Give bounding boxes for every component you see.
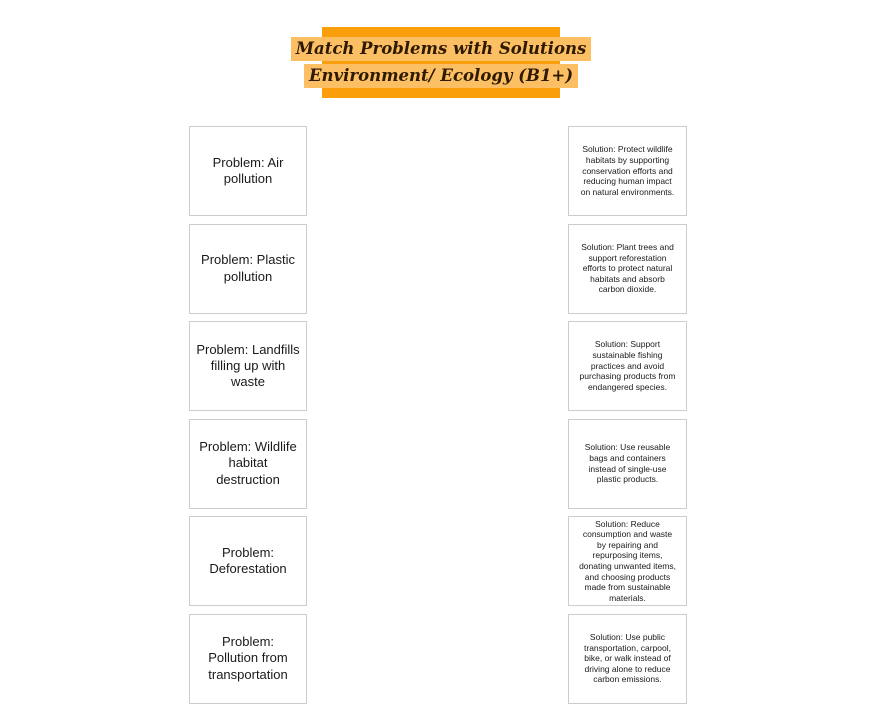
solution-card[interactable] [568,516,687,606]
problem-card[interactable] [189,614,307,704]
solution-card[interactable] [568,321,687,411]
problem-card-label: Problem: Deforestation [209,544,287,576]
solution-card-label: Solution: Plant trees and support reforestation efforts to protect natural habitats and absorb carbon dioxide. [581,241,674,295]
worksheet-subtitle: Environment/ Ecology (B1+) [304,64,578,88]
problem-card-label: Problem: Wildlife habitat destruction [199,439,297,487]
solution-card-label: Solution: Use public transportation, carpool, bike, or walk instead of driving alone to reduce carbon emissions. [584,631,671,685]
solution-card-label: Solution: Reduce consumption and waste by repairing and repurposing items, donating unwanted items, and choosing products made from sustainable materials. [579,518,676,603]
solution-card[interactable] [568,126,687,216]
problem-card-label: Problem: Plastic pollution [201,252,295,284]
problem-card-label: Problem: Pollution from transportation [208,634,288,682]
solution-card-label: Solution: Use reusable bags and containers instead of single-use plastic products. [584,442,671,485]
problem-card[interactable] [189,419,307,509]
solution-card-label: Solution: Support sustainable fishing practices and avoid purchasing products from endangered species. [579,339,676,392]
problems-column [189,126,307,704]
solution-card[interactable] [568,614,687,704]
worksheet-title: Match Problems with Solutions [291,37,591,61]
solution-card[interactable] [568,224,687,314]
problem-card[interactable] [189,516,307,606]
problem-card-label: Problem: Air pollution [212,154,284,186]
solution-card[interactable] [568,419,687,509]
solution-card-label: Solution: Protect wildlife habitats by supporting conservation efforts and reducing human impact on natural environments. [580,144,675,197]
problem-card[interactable] [189,224,307,314]
solutions-column [568,126,687,704]
worksheet-header [295,27,587,98]
problem-card[interactable] [189,321,307,411]
problem-card[interactable] [189,126,307,216]
problem-card-label: Problem: Landfills filling up with waste [196,341,300,390]
